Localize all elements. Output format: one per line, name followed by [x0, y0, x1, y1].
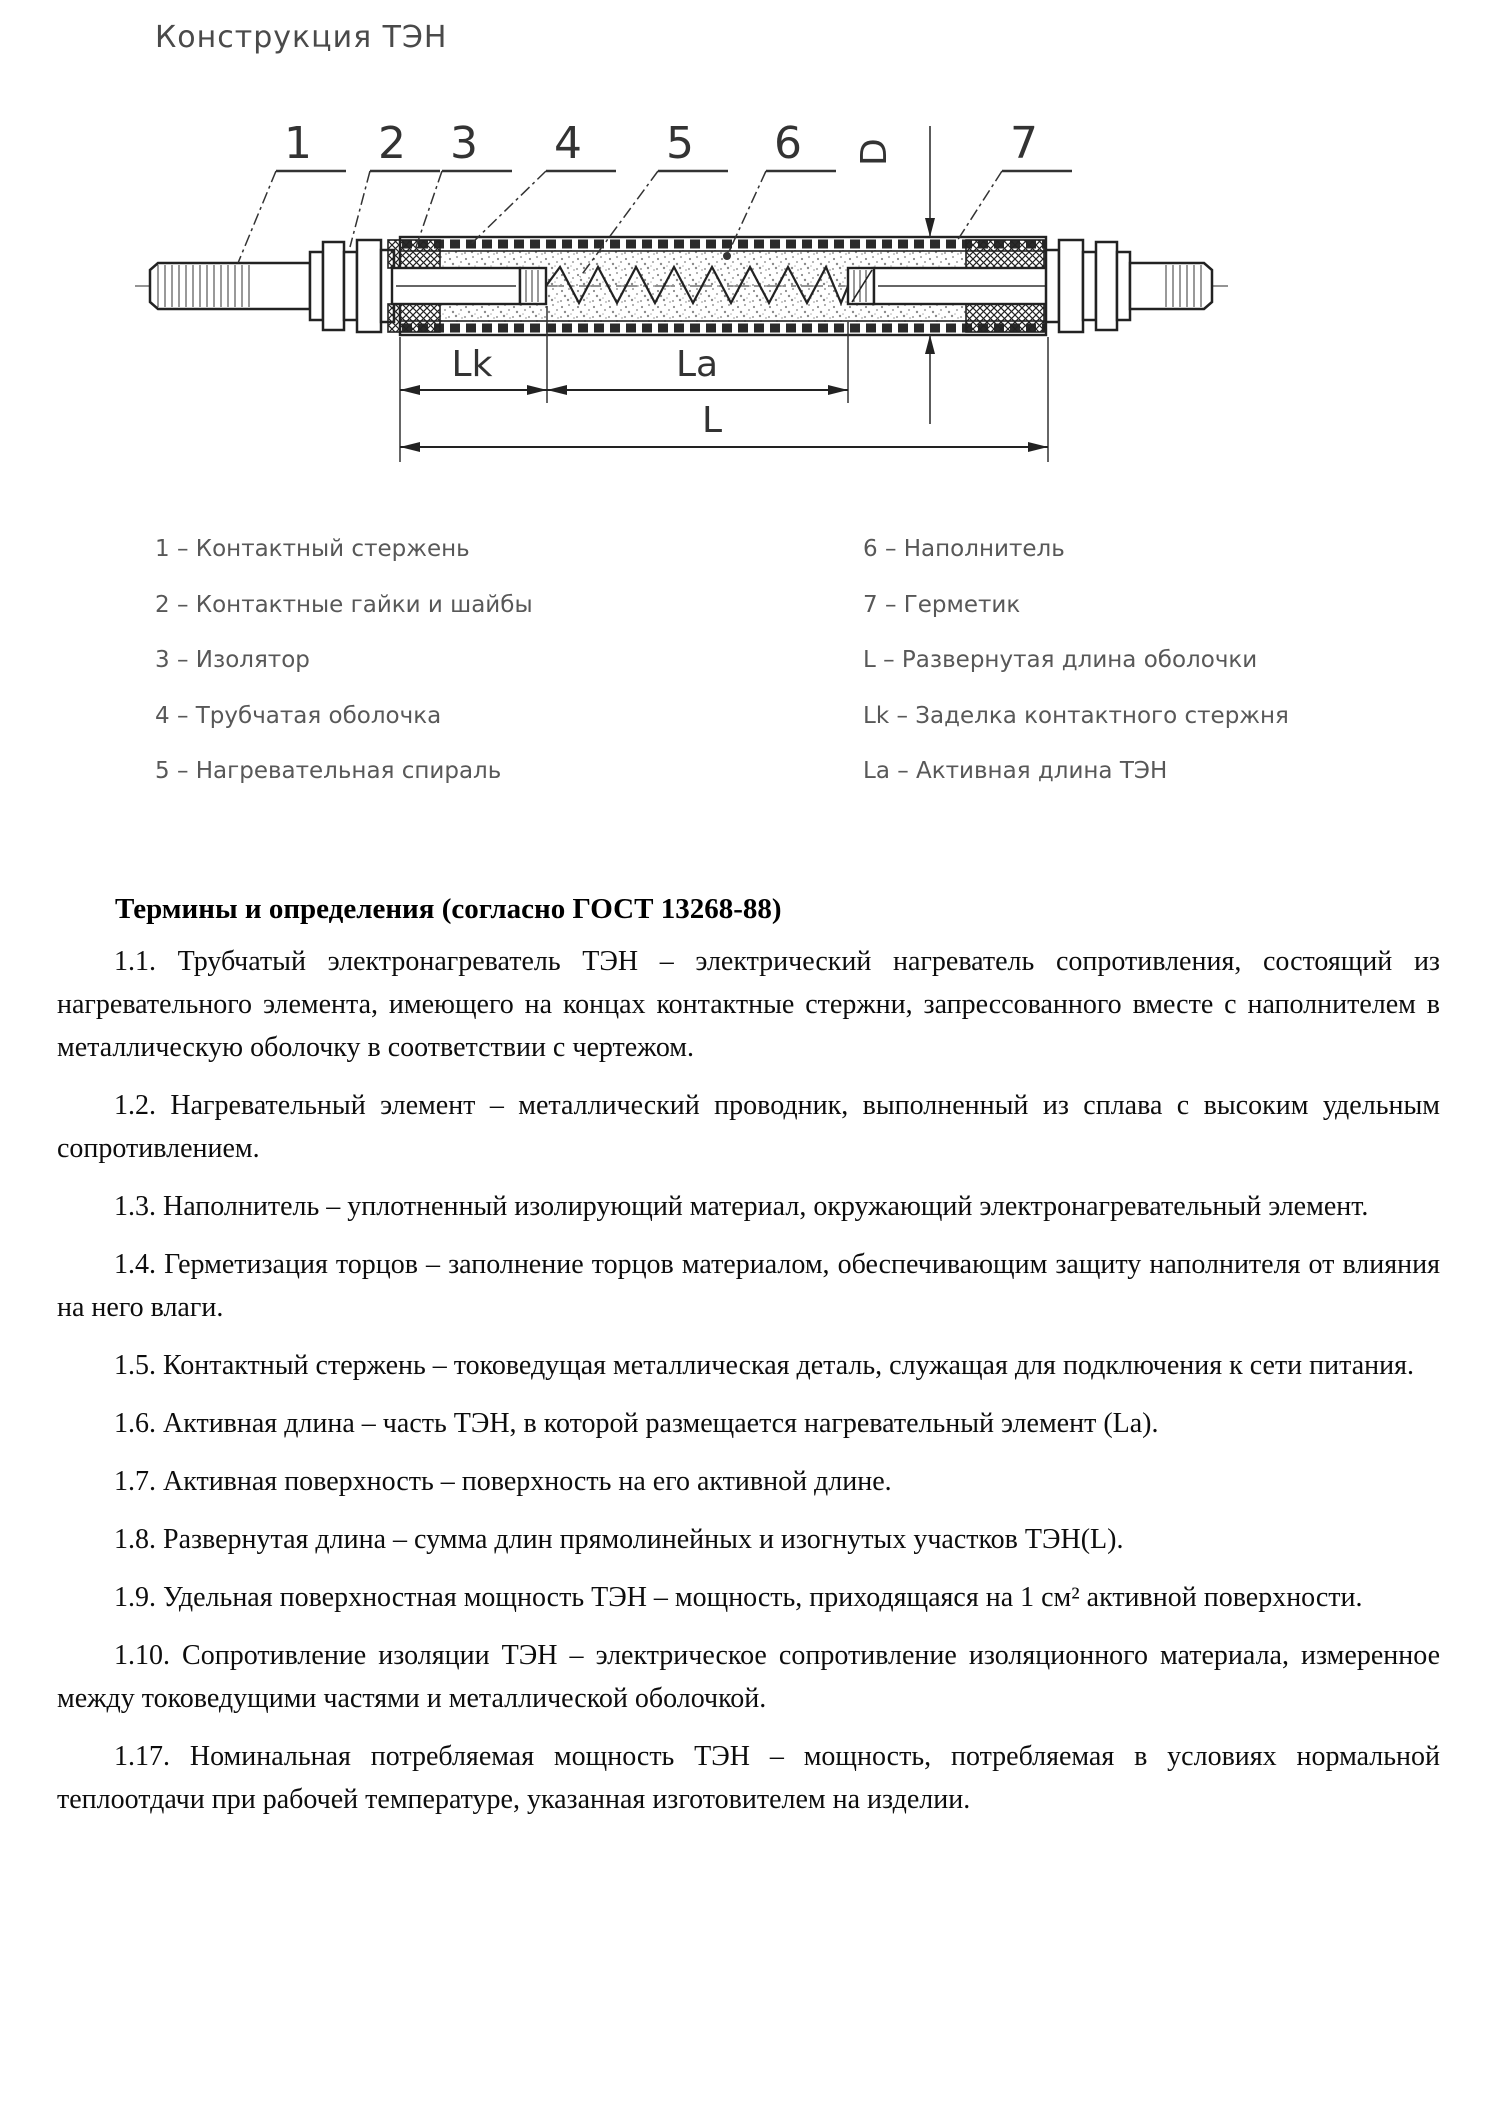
svg-text:3: 3 — [450, 118, 478, 169]
legend-item-5: 5 – Нагревательная спираль — [155, 758, 502, 784]
dimension-lk — [400, 344, 547, 395]
term-paragraph-1-1: 1.1. Трубчатый электронагреватель ТЭН – электрический нагреватель сопротивления, состоящий из нагревательного элемента, имеющего на концах контактные стержни, запрессованного вместе с наполнителем в металлическую оболочку в соответствии с чертежом. — [57, 946, 1440, 1063]
callout-2 — [350, 118, 440, 247]
legend-item-1: 1 – Контактный стержень — [155, 536, 470, 562]
legend-item-L: L – Развернутая длина оболочки — [863, 647, 1258, 673]
ten-construction-diagram — [0, 0, 1493, 500]
svg-text:7: 7 — [1010, 118, 1038, 169]
svg-text:Lk: Lk — [451, 344, 493, 385]
legend-item-7: 7 – Герметик — [863, 591, 1021, 618]
callout-3 — [415, 118, 512, 250]
contact-rod-right — [1130, 263, 1212, 309]
svg-text:6: 6 — [774, 118, 802, 169]
contact-nuts-right — [1046, 240, 1130, 332]
svg-text:D: D — [854, 138, 895, 166]
term-paragraph-1-5: 1.5. Контактный стержень – токоведущая металлическая деталь, служащая для подключения к сети питания. — [114, 1350, 1414, 1381]
term-paragraph-1-2: 1.2. Нагревательный элемент – металлический проводник, выполненный из сплава с высоким удельным сопротивлением. — [57, 1090, 1440, 1164]
svg-text:La: La — [675, 344, 719, 385]
terms-heading: Термины и определения (согласно ГОСТ 13268-88) — [115, 893, 782, 925]
dimension-l — [400, 400, 1048, 452]
contact-nuts-left — [310, 240, 394, 332]
term-paragraph-1-4: 1.4. Герметизация торцов – заполнение торцов материалом, обеспечивающим защиту наполнителя от влияния на него влаги. — [57, 1249, 1440, 1323]
term-paragraph-1-9: 1.9. Удельная поверхностная мощность ТЭН – мощность, приходящаяся на 1 см² активной поверхности. — [114, 1582, 1363, 1613]
svg-text:5: 5 — [666, 118, 694, 169]
contact-rod-left — [150, 263, 310, 309]
legend-item-3: 3 – Изолятор — [155, 647, 310, 673]
callout-6 — [723, 118, 836, 260]
legend-item-Lk: Lk – Заделка контактного стержня — [863, 702, 1289, 729]
term-paragraph-1-10: 1.10. Сопротивление изоляции ТЭН – электрическое сопротивление изоляционного материала, измеренное между токоведущими частями и металлической оболочкой. — [57, 1640, 1440, 1714]
terms-section — [57, 893, 1440, 1836]
term-paragraph-1-3: 1.3. Наполнитель – уплотненный изолирующий материал, окружающий электронагревательный элемент. — [114, 1191, 1369, 1222]
svg-text:L: L — [701, 400, 723, 441]
legend-item-La: La – Активная длина ТЭН — [863, 758, 1168, 784]
legend-item-6: 6 – Наполнитель — [863, 536, 1065, 562]
callout-7 — [957, 118, 1072, 241]
term-paragraph-1-7: 1.7. Активная поверхность – поверхность на его активной длине. — [114, 1466, 892, 1497]
dimension-la — [547, 344, 848, 395]
svg-text:4: 4 — [554, 118, 582, 169]
term-paragraph-1-6: 1.6. Активная длина – часть ТЭН, в которой размещается нагревательный элемент (La). — [114, 1408, 1159, 1439]
callout-4 — [470, 118, 616, 245]
rod-embedment-left — [392, 268, 546, 304]
term-paragraph-1-17: 1.17. Номинальная потребляемая мощность ТЭН – мощность, потребляемая в условиях нормальной теплоотдачи при рабочей температуре, указанная изготовителем на изделии. — [57, 1741, 1440, 1815]
figure-title: Конструкция ТЭН — [155, 20, 448, 55]
legend-left-column — [155, 522, 533, 800]
svg-text:1: 1 — [284, 118, 312, 169]
legend-right-column — [863, 522, 1289, 800]
term-paragraph-1-8: 1.8. Развернутая длина – сумма длин прямолинейных и изогнутых участков ТЭН(L). — [114, 1524, 1124, 1555]
legend-item-2: 2 – Контактные гайки и шайбы — [155, 591, 533, 618]
rod-embedment-right — [848, 268, 1064, 304]
svg-text:2: 2 — [378, 118, 406, 169]
legend-item-4: 4 – Трубчатая оболочка — [155, 702, 442, 729]
